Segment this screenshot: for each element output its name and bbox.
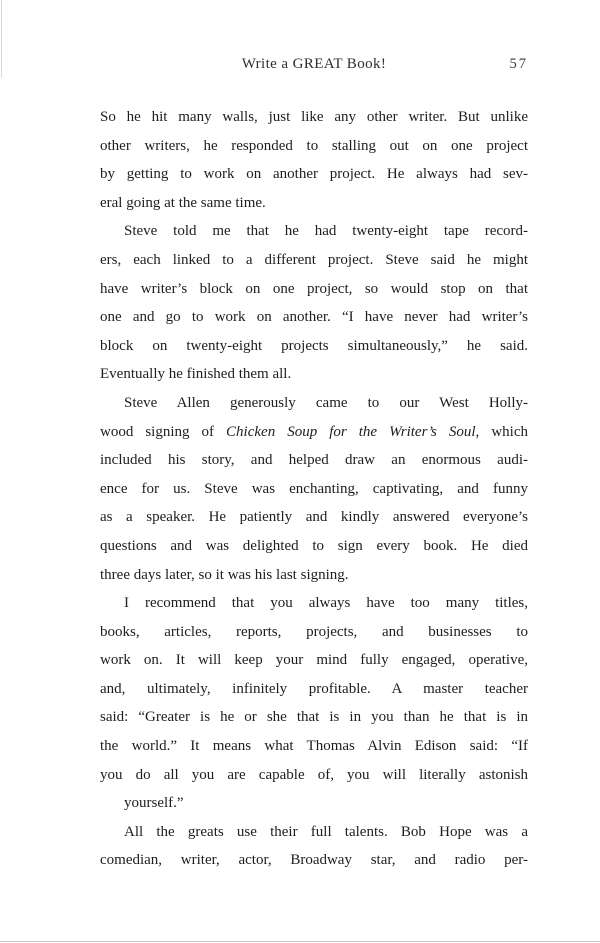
text-segment: eral going at the same time. (100, 194, 266, 211)
running-header-title: Write a GREAT Book! (241, 56, 387, 72)
text-line (100, 132, 528, 161)
text-segment: ence for us. Steve was enchanting, captivating, and funny (100, 480, 528, 497)
text-segment: work on. It will keep your mind fully engaged, operative, (100, 652, 528, 669)
text-segment: All the greats use their full talents. Bob Hope was a (124, 823, 528, 840)
text-segment: by getting to work on another project. He always had sev- (100, 166, 528, 183)
scan-edge-left (1, 0, 2, 78)
text-line (100, 761, 528, 790)
text-line (100, 275, 528, 304)
text-segment: Steve told me that he had twenty-eight tape record- (124, 223, 528, 240)
text-segment: yourself.” (124, 795, 184, 812)
text-segment: I recommend that you always have too many titles, (124, 595, 528, 612)
text-line (100, 846, 528, 875)
text-segment: block on twenty-eight projects simultaneously,” he said. (100, 337, 528, 354)
text-line (100, 160, 528, 189)
text-segment: books, articles, reports, projects, and businesses to (100, 623, 528, 640)
text-line (100, 389, 528, 418)
paragraph (100, 589, 528, 818)
text-segment: you do all you are capable of, you will literally astonish (100, 766, 528, 783)
text-line (100, 446, 528, 475)
text-segment: Steve Allen generously came to our West Holly- (124, 394, 528, 411)
body-text (100, 103, 528, 875)
paragraph (100, 389, 528, 589)
text-line (100, 818, 528, 847)
text-line (100, 646, 528, 675)
text-line (100, 532, 528, 561)
text-segment: comedian, writer, actor, Broadway star, and radio per- (100, 852, 528, 869)
italic-book-title: Chicken Soup for the Writer’s Soul, (226, 423, 480, 440)
text-line (100, 418, 528, 447)
text-segment: which (479, 423, 528, 440)
text-segment: have writer’s block on one project, so would stop on that (100, 280, 528, 297)
text-line (100, 732, 528, 761)
text-segment: included his story, and helped draw an enormous audi- (100, 452, 528, 469)
text-segment: one and go to work on another. “I have never had writer’s (100, 309, 528, 326)
text-segment: Eventually he finished them all. (100, 366, 292, 383)
text-line (100, 103, 528, 132)
running-header (100, 56, 528, 76)
paragraph (100, 818, 528, 875)
text-line (100, 503, 528, 532)
text-line (100, 303, 528, 332)
text-line (100, 789, 528, 818)
text-line (100, 475, 528, 504)
text-segment: three days later, so it was his last signing. (100, 566, 349, 583)
text-line (100, 360, 528, 389)
text-line (100, 217, 528, 246)
text-line (100, 189, 528, 218)
paragraph (100, 103, 528, 217)
page-number: 57 (509, 56, 528, 72)
text-segment: other writers, he responded to stalling out on one project (100, 137, 528, 154)
text-line (100, 246, 528, 275)
text-line (100, 561, 528, 590)
text-segment: said: “Greater is he or she that is in you than he that is in (100, 709, 528, 726)
text-line (100, 703, 528, 732)
text-line (100, 589, 528, 618)
text-segment: wood signing of (100, 423, 227, 440)
text-line (100, 618, 528, 647)
text-segment: questions and was delighted to sign every book. He died (100, 537, 528, 554)
text-segment: ers, each linked to a different project. Steve said he might (100, 251, 528, 268)
text-segment: So he hit many walls, just like any other writer. But unlike (100, 109, 528, 125)
text-line (100, 675, 528, 704)
text-line (100, 332, 528, 361)
text-segment: and, ultimately, infinitely profitable. A master teacher (100, 680, 528, 697)
paragraph (100, 217, 528, 389)
page-edge-line (0, 941, 600, 942)
text-segment: as a speaker. He patiently and kindly answered everyone’s (100, 509, 528, 526)
text-segment: the world.” It means what Thomas Alvin Edison said: “If (100, 738, 528, 755)
